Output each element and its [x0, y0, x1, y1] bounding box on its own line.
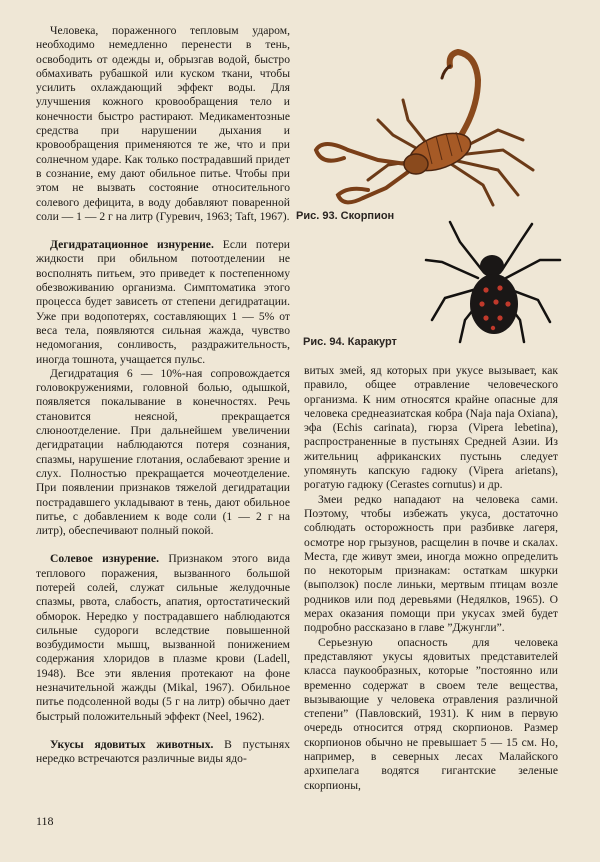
section-heading-dehydration: Дегидратационное изнурение.	[50, 238, 214, 252]
paragraph-heat-stroke: Человека, пораженного тепловым ударом, необходимо немедленно перенести в тень, освободить от одежды и, обрызгав водой, быстро обмахивать рубашкой или куском ткани, чтобы усилить охлаждающий эффект воды. Для улучшения кожного кровообращения тело и конечности быстро растирают. Медикаментозные средства при нарушении дыхания и кровообращения применяются те же, что и при солнечном ударе. Как только пострадавший придет в сознание, ему дают обильное питье. Чтобы при этом не вызвать состояние относительного солевого дефицита, в воду добавляют поваренной соли — 1 — 2 г на литр (Гуревич, 1963; Taft, 1967).	[36, 24, 290, 223]
section-text: Если потери жидкости при обильном потоотделении не восполнять питьем, это приведет к постепенному обезвоживанию организма. Симптоматика этого процесса будет зависеть от степени дегидратации. Уже при водопотерях, составляющих 1 — 5% от веса тела, появляются сильная жажда, чувство недомогания, сонливость, раздражительность, иногда тошнота, учащается пульс.	[36, 238, 290, 366]
paragraph-snake-avoidance: Змеи редко нападают на человека сами. Поэтому, чтобы избежать укуса, достаточно соблюдать осторожность при разбивке лагеря, осмотре нор грызунов, расщелин в почве и скалах. Места, где живут змеи, иногда можно определить по некоторым признакам: остаткам шкурки (выползок) после линьки, мертвым птицам возле родников или под деревьями (Недялков, 1965). О мерах оказания помощи при укусах змей будет подробно рассказано в главе ”Джунгли”.	[304, 492, 558, 635]
paragraph-dehydration-severe: Дегидратация 6 — 10%-ная сопровождается головокружениями, головной болью, одышкой, появляется покалывание в конечностях. Речь становится неясной, прекращается слюноотделение. При дальнейшем увеличении дегидратации наблюдаются потеря сознания, спазмы, нарушение глотания, ослабевают зрение и слух. Полностью прекращается мочеотделение. При появлении признаков тяжелой дегидратации пострадавшего укладывают в тень, дают обильное питье, с добавлением к воде соли (1 — 2 г на литр), обеспечивают полный покой.	[36, 366, 290, 538]
section-text: В пустынях нередко встречаются различные виды ядо-	[36, 737, 290, 766]
paragraph-salt-exhaustion	[36, 552, 290, 724]
paragraph-venomous-bites	[36, 738, 290, 767]
paragraph-arachnids: Серьезную опасность для человека представляют укусы ядовитых представителей класса паукообразных, которые ”постоянно или временно содержат в своем теле вещества, вызывающие у человека отравления различной степени” (Павловский, 1931). К ним в первую очередь относится отряд скорпионов. Размер скорпионов обычно не превышает 5 — 15 см. Но, например, в северных лесах Малайского архипелага водятся гигантские зеленые скорпионы,	[304, 635, 558, 792]
section-heading-salt: Солевое изнурение.	[50, 552, 159, 566]
paragraph-snakes: витых змей, яд которых при укусе вызывает, как правило, общее отравление человеческого организма. К ним относятся крайне опасные для человека среднеазиатская кобра (Naja naja Oxiana), эфа (Echis carinata), гюрза (Vipera lebetina), распространенные в пустынях Средней Азии. Из жительниц африканских пустынь следует упомянуть капскую гадюку (Vipera arietans), рогатую гадюку (Cerastes cornutus) и др.	[304, 364, 558, 492]
paragraph-dehydration	[36, 238, 290, 367]
spider-illustration	[420, 220, 570, 344]
section-text: Признаком этого вида теплового поражения, вызванного большой потерей солей, служат сильные желудочные спазмы, рвота, слабость, апатия, ортостатический обморок. Нередко у пострадавшего наблюдаются сильные судороги вследствие повышенной возбудимости мышц, вызванной понижением содержания хлоридов в плазме крови (Ladell, 1948). Все эти явления протекают на фоне незначительной жажды (Mikal, 1967). Обильное питье подсоленной воды (5 г на литр) обычно дает быстрый положительный эффект (Neel, 1962).	[36, 552, 290, 723]
section-heading-bites: Укусы ядовитых животных.	[50, 737, 214, 751]
page-number: 118	[36, 814, 54, 828]
right-column	[304, 364, 558, 793]
left-column	[36, 24, 290, 767]
scorpion-illustration	[308, 40, 578, 208]
figure-caption-karakurt: Рис. 94. Каракурт	[303, 336, 397, 348]
figure-caption-scorpion: Рис. 93. Скорпион	[296, 210, 395, 222]
